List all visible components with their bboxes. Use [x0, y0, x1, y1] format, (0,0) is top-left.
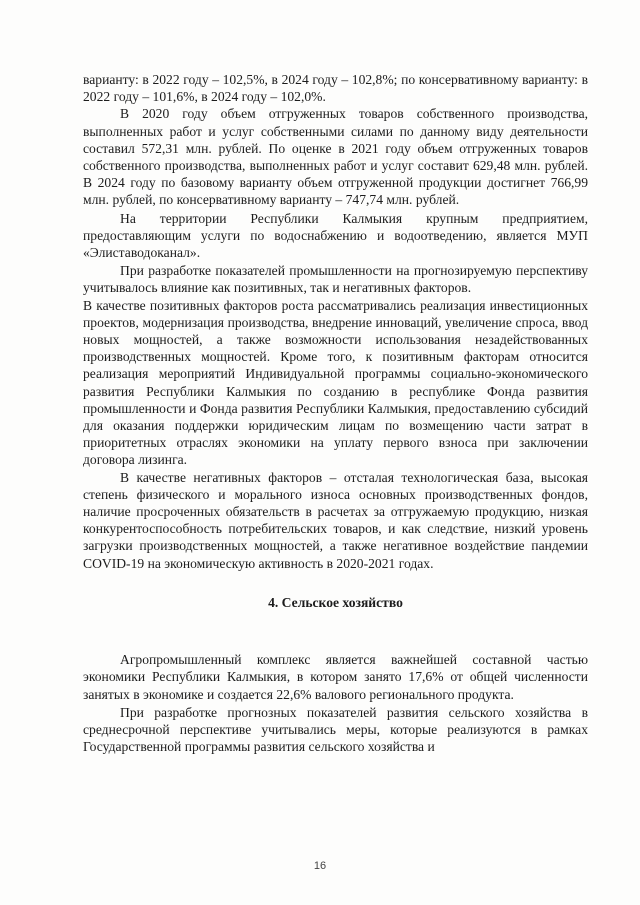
paragraph-shipment-volume: В 2020 году объем отгруженных товаров собственного производства, выполненных работ и услуг собственными силами по данному виду деятельности составил 572,31 млн. рублей. По оценке в 2021 году объем отгруженных товаров собственного производства, выполненных работ и услуг составит 629,48 млн. рублей. В 2024 году по базовому варианту объем отгруженной продукции достигнет 766,99 млн. рублей, по консервативному варианту – 747,74 млн. рублей. [83, 106, 588, 208]
paragraph-continuation: варианту: в 2022 году – 102,5%, в 2024 году – 102,8%; по консервативному варианту: в 2022 году – 101,6%, в 2024 году – 102,0%. [83, 72, 588, 105]
paragraph-water-utility: На территории Республики Калмыкия крупным предприятием, предоставляющим услуги по водоснабжению и водоотведению, является МУП «Элиставодоканал». [83, 210, 588, 261]
paragraph-positive-factors: В качестве позитивных факторов роста рассматривались реализация инвестиционных проектов, модернизация производства, внедрение инноваций, увеличение спроса, ввод новых мощностей, а также возможности использования незадействованных производственных мощностей. Кроме того, к позитивным факторам относится реализация мероприятий Индивидуальной программы социально-экономического развития Республики Калмыкия по созданию в республике Фонда развития промышленности и Фонда развития Республики Калмыкия, предоставлению субсидий для оказания поддержки юридическим лицам по возмещению части затрат в приоритетных отраслях экономики на уплату первого взноса при заключении договора лизинга. [83, 297, 588, 468]
paragraph-agro-forecast: При разработке прогнозных показателей развития сельского хозяйства в среднесрочной перспективе учитывались меры, которые реализуются в рамках Государственной программы развития сельского хозяйства и [83, 704, 588, 755]
paragraph-agro-complex: Агропромышленный комплекс является важнейшей составной частью экономики Республики Калмыкия, в котором занято 17,6% от общей численности занятых в экономике и создается 22,6% валового регионального продукта. [83, 652, 588, 702]
section-heading: 4. Сельское хозяйство [268, 594, 403, 610]
document-body [83, 71, 588, 755]
paragraph-negative-factors: В качестве негативных факторов – отсталая технологическая база, высокая степень физического и морального износа основных производственных фондов, наличие просроченных обязательств в расчетах за отгружаемую продукцию, низкая конкурентоспособность потребительских товаров, и как следствие, низкий уровень загрузки производственных мощностей, а также негативное воздействие пандемии COVID-19 на экономическую активность в 2020-2021 годах. [83, 469, 588, 571]
page-number: 16 [313, 860, 327, 872]
paragraph-forecast-factors: При разработке показателей промышленности на прогнозируемую перспективу учитывалось влияние как позитивных, так и негативных факторов. [83, 263, 588, 296]
